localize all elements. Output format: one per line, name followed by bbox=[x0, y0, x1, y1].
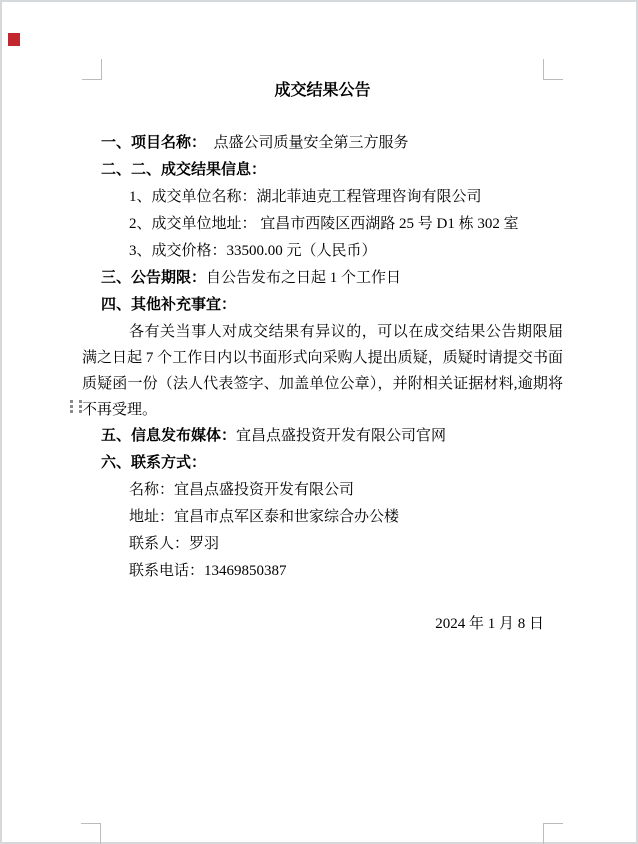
section-announcement-period-label: 三、公告期限： bbox=[101, 270, 207, 286]
section-project-name-label: 一、项目名称： bbox=[101, 135, 199, 151]
document-content bbox=[82, 80, 563, 638]
crop-mark-bottom-left-icon bbox=[81, 823, 101, 844]
section-contact-heading bbox=[101, 450, 544, 477]
section-contact-label: 六、联系方式： bbox=[101, 455, 207, 471]
red-marker bbox=[8, 33, 20, 46]
section-result-info-heading bbox=[101, 157, 544, 184]
contact-name: 名称：宜昌点盛投资开发有限公司 bbox=[129, 482, 355, 498]
section-project-name bbox=[101, 130, 544, 157]
crop-mark-bottom-right-icon bbox=[543, 823, 563, 844]
paragraph-drag-handle-icon[interactable] bbox=[70, 400, 82, 413]
section-supplement-heading bbox=[101, 292, 544, 319]
contact-phone: 联系电话：13469850387 bbox=[129, 563, 287, 579]
crop-mark-top-left-icon bbox=[82, 59, 102, 80]
result-item-winner-address: 2、成交单位地址： 宜昌市西陵区西湖路 25 号 D1 栋 302 室 bbox=[129, 216, 519, 232]
section-announcement-period-value: 自公告发布之日起 1 个工作日 bbox=[206, 270, 402, 286]
document-date: 2024 年 1 月 8 日 bbox=[435, 616, 544, 632]
section-project-name-value: 点盛公司质量安全第三方服务 bbox=[198, 135, 409, 151]
section-media bbox=[101, 423, 544, 450]
result-item-price: 3、成交价格：33500.00 元（人民币） bbox=[129, 243, 377, 259]
section-supplement-label: 四、其他补充事宜： bbox=[101, 297, 237, 313]
section-announcement-period bbox=[101, 265, 544, 292]
result-item-winner-name: 1、成交单位名称：湖北菲迪克工程管理咨询有限公司 bbox=[129, 189, 482, 205]
section-media-label: 五、信息发布媒体： bbox=[101, 428, 237, 444]
section-result-info-label: 二、二、成交结果信息： bbox=[101, 162, 267, 178]
supplement-paragraph: 各有关当事人对成交结果有异议的，可以在成交结果公告期限届满之日起 7 个工作日内以书面形式向采购人提出质疑，质疑时请提交书面质疑函一份（法人代表签字、加盖单位公章），并附相关证据材料,逾期将不再受理。 bbox=[82, 324, 563, 418]
section-media-value: 宜昌点盛投资开发有限公司官网 bbox=[236, 428, 447, 444]
contact-address: 地址：宜昌市点军区泰和世家综合办公楼 bbox=[129, 509, 400, 525]
contact-person: 联系人：罗羽 bbox=[129, 536, 220, 552]
page-title: 成交结果公告 bbox=[274, 82, 371, 99]
crop-mark-top-right-icon bbox=[543, 59, 563, 80]
